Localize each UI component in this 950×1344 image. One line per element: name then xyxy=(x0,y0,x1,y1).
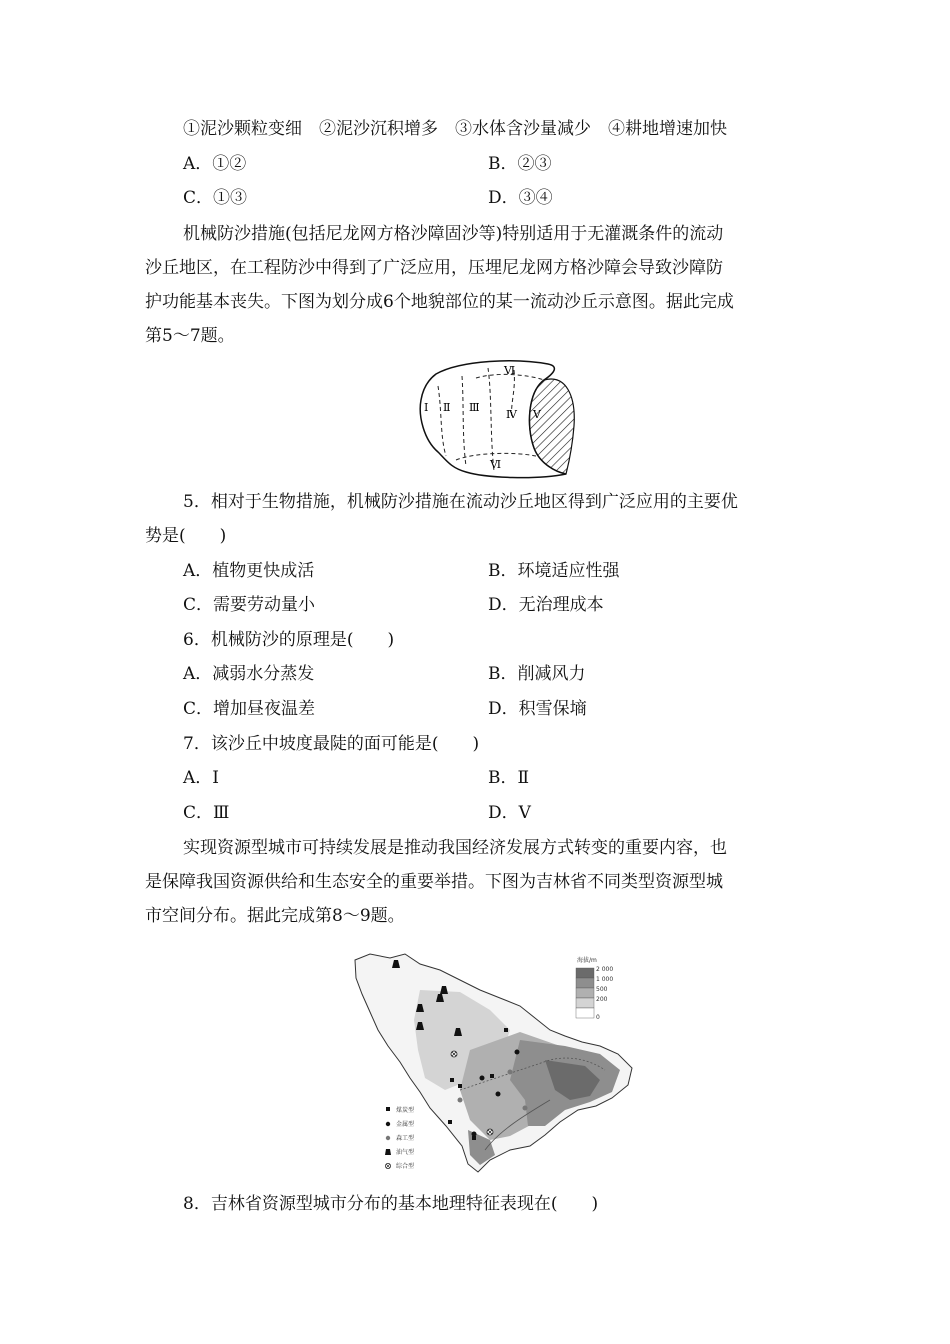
coal-city-icon xyxy=(490,1074,494,1078)
q5-option-a: A．植物更快成活 xyxy=(183,561,315,581)
elevation-swatch-3 xyxy=(576,988,594,998)
coal-city-icon xyxy=(472,1136,476,1140)
elevation-swatch-4 xyxy=(576,998,594,1008)
q7-option-b: B．Ⅱ xyxy=(488,768,530,788)
q6-option-b: B．削减风力 xyxy=(488,664,586,684)
legend-metal-label: 金属型 xyxy=(396,1121,415,1128)
q6-option-d: D．积雪保墒 xyxy=(488,699,587,719)
passage1-line-1: 机械防沙措施(包括尼龙网方格沙障固沙等)特别适用于无灌溉条件的流动 xyxy=(183,224,724,244)
q5-stem-line-2: 势是( ) xyxy=(145,526,227,546)
elevation-tick-3: 500 xyxy=(596,986,608,993)
label-i: Ⅰ xyxy=(424,401,429,414)
comprehensive-city-icon xyxy=(487,1129,493,1135)
q6-stem: 6．机械防沙的原理是( ) xyxy=(183,630,395,650)
q5-option-c: C．需要劳动量小 xyxy=(183,595,316,615)
elevation-tick-1: 2 000 xyxy=(596,966,614,973)
passage1-line-4: 第5～7题。 xyxy=(145,326,235,346)
q4-option-d: D．③④ xyxy=(488,188,553,208)
jilin-resource-city-map xyxy=(350,950,640,1175)
metal-city-icon xyxy=(496,1092,501,1097)
metal-city-icon xyxy=(472,1132,477,1137)
elevation-swatch-5 xyxy=(576,1008,594,1018)
elevation-tick-4: 200 xyxy=(596,996,608,1003)
q7-option-a: A．Ⅰ xyxy=(183,768,219,788)
forestry-city-icon xyxy=(523,1106,528,1111)
metal-city-icon xyxy=(480,1076,485,1081)
dune-diagram xyxy=(416,356,582,480)
coal-city-icon xyxy=(458,1084,462,1088)
label-vi-top: Ⅵ xyxy=(504,364,516,377)
legend-metal-icon xyxy=(386,1122,390,1126)
coal-city-icon xyxy=(450,1078,454,1082)
forestry-city-icon xyxy=(508,1070,513,1075)
q7-stem: 7．该沙丘中坡度最陡的面可能是( ) xyxy=(183,734,480,754)
elevation-tick-2: 1 000 xyxy=(596,976,614,983)
label-vi-bottom: Ⅵ xyxy=(490,458,502,471)
q6-option-a: A．减弱水分蒸发 xyxy=(183,664,315,684)
elevation-tick-5: 0 xyxy=(596,1014,600,1021)
elevation-swatch-2 xyxy=(576,978,594,988)
q4-option-a: A．①② xyxy=(183,154,247,174)
passage1-line-2: 沙丘地区，在工程防沙中得到了广泛应用，压埋尼龙网方格沙障会导致沙障防 xyxy=(145,258,723,278)
legend-forestry-label: 森工型 xyxy=(396,1135,415,1142)
q4-option-b: B．②③ xyxy=(488,154,552,174)
legend-comprehensive-label: 综合型 xyxy=(396,1163,415,1170)
legend-oil-gas-icon xyxy=(385,1149,391,1155)
forestry-city-icon xyxy=(458,1098,463,1103)
q5-option-d: D．无治理成本 xyxy=(488,595,604,615)
q5-option-b: B．环境适应性强 xyxy=(488,561,620,581)
passage2-line-1: 实现资源型城市可持续发展是推动我国经济发展方式转变的重要内容，也 xyxy=(183,838,727,858)
label-ii: Ⅱ xyxy=(443,401,451,414)
label-iii: Ⅲ xyxy=(469,401,480,414)
elevation-swatch-1 xyxy=(576,968,594,978)
q4-option-c: C．①③ xyxy=(183,188,248,208)
elevation-title: 海拔/m xyxy=(577,957,597,964)
q7-option-d: D．Ⅴ xyxy=(488,803,531,823)
q4-statements: ①泥沙颗粒变细 ②泥沙沉积增多 ③水体含沙量减少 ④耕地增速加快 xyxy=(183,119,727,139)
coal-city-icon xyxy=(448,1120,452,1124)
q8-stem: 8．吉林省资源型城市分布的基本地理特征表现在( ) xyxy=(183,1194,599,1214)
legend-forestry-icon xyxy=(386,1136,390,1140)
comprehensive-city-icon xyxy=(451,1051,457,1057)
coal-city-icon xyxy=(504,1028,508,1032)
legend-coal-icon xyxy=(386,1107,390,1111)
passage2-line-2: 是保障我国资源供给和生态安全的重要举措。下图为吉林省不同类型资源型城 xyxy=(145,872,723,892)
q7-option-c: C．Ⅲ xyxy=(183,803,230,823)
legend-oil-gas-label: 油气型 xyxy=(396,1149,415,1156)
legend-comprehensive-icon xyxy=(385,1163,390,1168)
legend-coal-label: 煤炭型 xyxy=(396,1107,415,1114)
q6-option-c: C．增加昼夜温差 xyxy=(183,699,316,719)
label-iv: Ⅳ xyxy=(506,408,517,421)
passage2-line-3: 市空间分布。据此完成第8～9题。 xyxy=(145,906,405,926)
metal-city-icon xyxy=(515,1050,520,1055)
label-v: Ⅴ xyxy=(533,408,541,421)
passage1-line-3: 护功能基本丧失。下图为划分成6个地貌部位的某一流动沙丘示意图。据此完成 xyxy=(145,292,734,312)
q5-stem-line-1: 5．相对于生物措施，机械防沙措施在流动沙丘地区得到广泛应用的主要优 xyxy=(183,492,738,512)
